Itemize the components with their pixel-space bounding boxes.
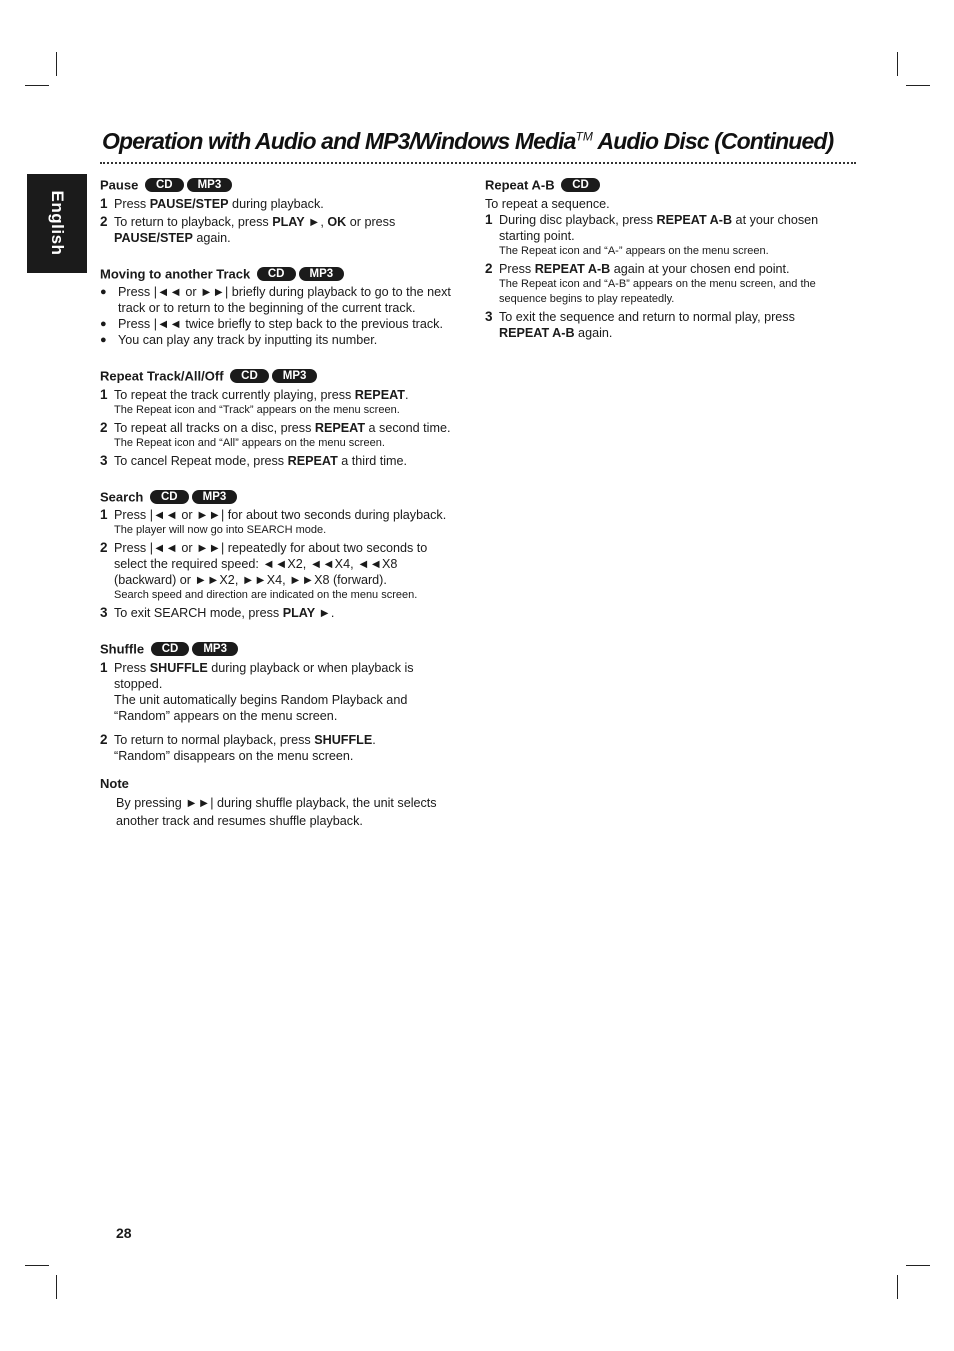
bullet-icon: ● xyxy=(100,334,107,347)
note-text: By pressing ►►| during shuffle playback, the unit selects another track and resumes shuffle playback. xyxy=(116,795,437,828)
step-continuation: “Random” disappears on the menu screen. xyxy=(114,748,354,763)
crop-mark xyxy=(906,85,930,86)
step-number: 2 xyxy=(100,213,108,229)
search-step-1 xyxy=(100,507,455,538)
repeat-ab-intro: To repeat a sequence. xyxy=(485,196,610,211)
keyword: PLAY ► xyxy=(272,214,321,229)
pause-section xyxy=(100,176,455,246)
title-main: Operation with Audio and MP3/Windows Media xyxy=(102,128,576,154)
title-suffix: Audio Disc (Continued) xyxy=(592,128,834,154)
step-number: 1 xyxy=(100,507,108,523)
step-number: 1 xyxy=(100,386,108,402)
step-text: Press xyxy=(114,660,150,675)
crop-mark xyxy=(56,1275,57,1299)
cd-badge: CD xyxy=(230,369,269,383)
step-text: To exit SEARCH mode, press xyxy=(114,606,283,621)
keyword: SHUFFLE xyxy=(314,732,373,747)
mp3-badge: MP3 xyxy=(187,178,233,192)
step-subnote: The Repeat icon and “A-B” appears on the menu screen, and the sequence begins to play repeatedly. xyxy=(499,277,816,305)
crop-mark xyxy=(897,52,898,76)
keyword: PAUSE/STEP xyxy=(149,196,229,211)
cd-badge: CD xyxy=(151,642,190,656)
keyword: REPEAT A-B xyxy=(534,261,611,276)
step-number: 1 xyxy=(100,659,108,675)
crop-mark xyxy=(897,1275,898,1299)
bullet-text: Press |◄◄ twice briefly to step back to the previous track. xyxy=(118,317,443,332)
right-column xyxy=(485,176,845,360)
repeat-ab-step-1 xyxy=(485,212,845,259)
step-text: Press |◄◄ or ►►| repeatedly for about two seconds to select the required speed: ◄◄X2, ◄◄X4, ◄◄X8 (backward) or ►►X2, ►►X4, ►►X8 (forward). xyxy=(114,541,428,588)
keyword: REPEAT xyxy=(314,420,366,435)
step-subnote: The Repeat icon and “A-” appears on the menu screen. xyxy=(499,244,769,257)
keyword: REPEAT xyxy=(354,387,405,402)
moving-bullet-3 xyxy=(100,332,455,348)
step-number: 3 xyxy=(100,452,108,468)
step-number: 2 xyxy=(100,731,108,747)
cd-badge: CD xyxy=(145,178,184,192)
language-tab xyxy=(27,174,87,273)
step-text: . xyxy=(404,387,409,402)
step-text: during playback. xyxy=(228,196,324,211)
moving-section xyxy=(100,265,455,349)
step-text: To return to playback, press xyxy=(114,214,273,229)
repeat-ab-heading-text: Repeat A-B xyxy=(485,177,555,193)
moving-bullet-2 xyxy=(100,316,455,332)
repeat-heading xyxy=(100,367,455,386)
search-step-3 xyxy=(100,605,455,621)
step-number: 1 xyxy=(100,195,108,211)
repeat-ab-heading xyxy=(485,176,845,195)
step-text: . xyxy=(330,606,335,621)
shuffle-section xyxy=(100,640,455,764)
step-text: During disc playback, press xyxy=(499,212,657,227)
bullet-icon: ● xyxy=(100,286,107,299)
page-number: 28 xyxy=(116,1225,132,1241)
step-text: a third time. xyxy=(337,453,408,468)
mp3-badge: MP3 xyxy=(299,267,345,281)
keyword: PLAY ► xyxy=(282,606,331,621)
step-text: To repeat all tracks on a disc, press xyxy=(114,420,315,435)
note-heading: Note xyxy=(100,775,129,791)
search-section xyxy=(100,488,455,622)
keyword: REPEAT xyxy=(287,453,338,468)
search-heading xyxy=(100,488,455,507)
keyword: SHUFFLE xyxy=(149,660,208,675)
search-heading-text: Search xyxy=(100,489,144,505)
pause-heading-text: Pause xyxy=(100,177,139,193)
step-number: 2 xyxy=(100,540,108,556)
crop-mark xyxy=(25,85,49,86)
keyword: OK xyxy=(327,214,347,229)
step-text: , xyxy=(320,214,328,229)
keyword: PAUSE/STEP xyxy=(114,230,193,245)
title-dotted-rule xyxy=(100,162,856,164)
shuffle-heading-text: Shuffle xyxy=(100,641,145,657)
cd-badge: CD xyxy=(561,178,600,192)
page-title xyxy=(102,128,862,155)
step-text: at your chosen starting point. xyxy=(499,212,819,243)
step-number: 1 xyxy=(485,211,493,227)
step-text: To repeat the track currently playing, press xyxy=(114,387,355,402)
cd-badge: CD xyxy=(257,267,296,281)
pause-step-2 xyxy=(100,214,455,246)
step-text: Press xyxy=(114,196,150,211)
step-subnote: The Repeat icon and “Track” appears on the menu screen. xyxy=(114,403,400,416)
shuffle-heading xyxy=(100,640,455,659)
moving-heading xyxy=(100,265,455,284)
step-number: 3 xyxy=(100,605,108,621)
step-text: again at your chosen end point. xyxy=(610,261,790,276)
crop-mark xyxy=(25,1265,49,1266)
step-text: a second time. xyxy=(365,420,451,435)
cd-badge: CD xyxy=(150,490,189,504)
step-text: during playback or when playback is stopped. xyxy=(114,660,414,691)
step-number: 2 xyxy=(100,419,108,435)
step-continuation: The unit automatically begins Random Playback and “Random” appears on the menu screen. xyxy=(114,692,408,723)
step-text: Press xyxy=(499,261,535,276)
step-text: again. xyxy=(192,230,231,245)
pause-step-1 xyxy=(100,196,455,212)
step-text: To cancel Repeat mode, press xyxy=(114,453,288,468)
step-text: To return to normal playback, press xyxy=(114,732,315,747)
repeat-step-1 xyxy=(100,387,455,418)
repeat-ab-section xyxy=(485,176,845,341)
repeat-ab-step-2 xyxy=(485,261,845,307)
search-step-2 xyxy=(100,540,455,603)
keyword: REPEAT A-B xyxy=(499,325,575,340)
repeat-step-2 xyxy=(100,420,455,451)
moving-heading-text: Moving to another Track xyxy=(100,266,251,282)
moving-bullet-1 xyxy=(100,284,455,316)
step-number: 3 xyxy=(485,308,493,324)
step-text: or press xyxy=(346,214,396,229)
repeat-heading-text: Repeat Track/All/Off xyxy=(100,368,224,384)
pause-heading xyxy=(100,176,455,195)
note-section xyxy=(100,775,455,830)
bullet-icon: ● xyxy=(100,318,107,331)
step-text: To exit the sequence and return to normal play, press xyxy=(499,309,795,324)
bullet-text: Press |◄◄ or ►►| briefly during playback to go to the next track or to return to the beginning of the current track. xyxy=(118,285,451,316)
crop-mark xyxy=(56,52,57,76)
repeat-step-3 xyxy=(100,453,455,469)
repeat-section xyxy=(100,367,455,469)
trademark-mark: TM xyxy=(575,129,593,144)
keyword: REPEAT A-B xyxy=(656,212,733,227)
mp3-badge: MP3 xyxy=(192,490,238,504)
shuffle-step-2 xyxy=(100,732,455,764)
bullet-text: You can play any track by inputting its number. xyxy=(118,333,378,348)
step-subnote: The player will now go into SEARCH mode. xyxy=(114,524,327,537)
language-tab-label: English xyxy=(48,190,67,256)
repeat-ab-step-3 xyxy=(485,309,845,341)
step-text: again. xyxy=(574,325,613,340)
step-number: 2 xyxy=(485,260,493,276)
step-subnote: Search speed and direction are indicated on the menu screen. xyxy=(114,589,418,602)
mp3-badge: MP3 xyxy=(192,642,238,656)
step-text: . xyxy=(372,732,376,747)
mp3-badge: MP3 xyxy=(272,369,318,383)
crop-mark xyxy=(906,1265,930,1266)
shuffle-step-1 xyxy=(100,660,455,724)
step-text: Press |◄◄ or ►►| for about two seconds during playback. xyxy=(114,508,447,523)
step-subnote: The Repeat icon and “All” appears on the menu screen. xyxy=(114,436,385,449)
left-column xyxy=(100,176,455,849)
